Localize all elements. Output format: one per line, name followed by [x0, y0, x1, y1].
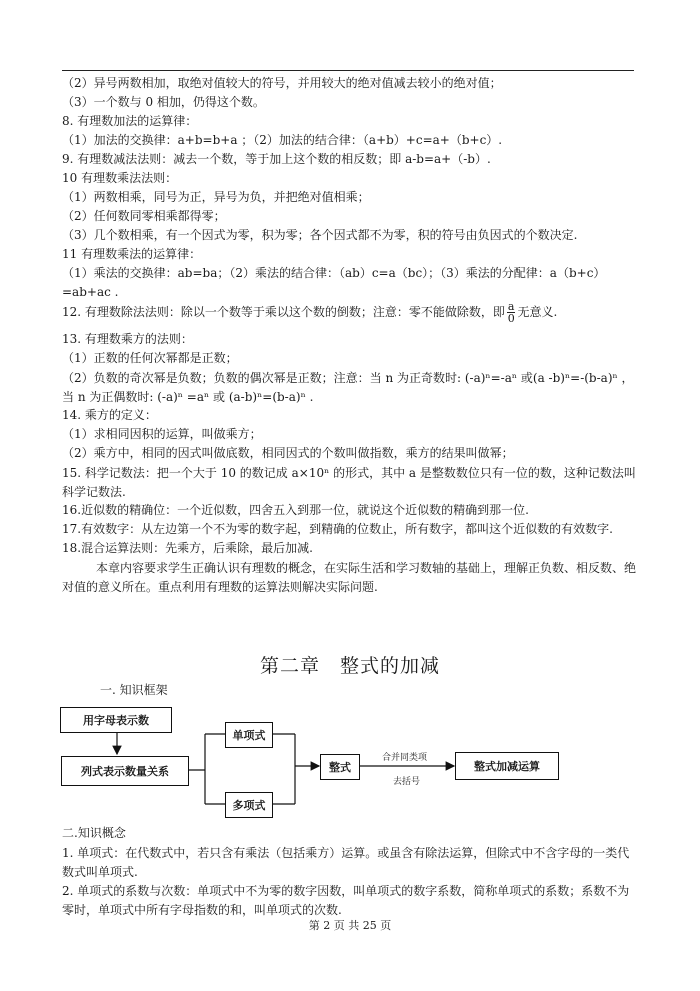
- fraction-a-over-0: [507, 301, 516, 324]
- box-monomial: 单项式: [225, 722, 273, 748]
- item-10-rule-3: （3）几个数相乘，有一个因式为零，积为零；各个因式都不为零，积的符号由负因式的个数决定.: [62, 228, 578, 242]
- fraction-numerator: a: [507, 300, 515, 313]
- item-14-def-2: （2）乘方中，相同的因式叫做底数，相同因式的个数叫做指数，乘方的结果叫做幂；: [62, 446, 514, 460]
- item-14-def-1: （1）求相同因积的运算，叫做乘方；: [62, 427, 262, 441]
- item-12-text: [62, 300, 557, 324]
- item-9-text: 9. 有理数减法法则：减去一个数，等于加上这个数的相反数；即 a-b=a+（-b）.: [62, 152, 491, 166]
- rule-2-text: （2）异号两数相加，取绝对值较大的符号，并用较大的绝对值减去较小的绝对值；: [62, 76, 502, 90]
- section-concepts-heading: 二.知识概念: [62, 826, 126, 840]
- rule-3-text: （3）一个数与 0 相加，仍得这个数。: [62, 95, 265, 109]
- chapter-title: 第二章 整式的加减: [259, 655, 440, 677]
- box-integral-expression: 整式: [320, 754, 360, 780]
- item-16-text: 16.近似数的精确位：一个近似数，四舍五入到那一位，就说这个近似数的精确到那一位.: [62, 503, 529, 517]
- label-combine-like-terms: 合并同类项: [382, 753, 428, 763]
- item-15-text: 15. 科学记数法：把一个大于 10 的数记成 a×10ⁿ 的形式，其中 a 是整数数位只有一位的数，这种记数法叫科学记数法.: [62, 466, 636, 499]
- item-10-rule-2: （2）任何数同零相乘都得零；: [62, 209, 226, 223]
- item-10-rule-1: （1）两数相乘，同号为正，异号为负，并把绝对值相乘；: [62, 190, 370, 204]
- item-11-laws-cont: =ab+ac .: [62, 285, 119, 299]
- section-framework-heading: 一. 知识框架: [100, 683, 168, 697]
- item-13-heading: 13. 有理数乘方的法则：: [62, 332, 193, 346]
- item-13-rule-1: （1）正数的任何次幂都是正数；: [62, 351, 238, 365]
- item-11-heading: 11 有理数乘法的运算律：: [62, 247, 202, 261]
- fraction-denominator: 0: [507, 312, 515, 325]
- item-12-tail: 无意义.: [517, 305, 558, 319]
- item-10-heading: 10 有理数乘法法则：: [62, 171, 178, 185]
- item-14-heading: 14. 乘方的定义：: [62, 408, 157, 422]
- header-rule: [62, 70, 634, 71]
- chapter-summary: 本章内容要求学生正确认识有理数的概念，在实际生活和学习数轴的基础上，理解正负数、相反数、绝对值的意义所在。重点利用有理数的运算法则解决实际问题.: [62, 561, 637, 594]
- label-remove-brackets: 去括号: [393, 777, 421, 787]
- concept-monomial-def: 1. 单项式：在代数式中，若只含有乘法（包括乘方）运算。或虽含有除法运算，但除式中不含字母的一类代数式叫单项式.: [62, 846, 630, 879]
- page-footer: 第 2 页 共 25 页: [308, 919, 392, 932]
- item-8-laws: （1）加法的交换律：a+b=b+a ；（2）加法的结合律：（a+b）+c=a+（b+c）.: [62, 133, 503, 147]
- item-12-main: 12. 有理数除法法则：除以一个数等于乘以这个数的倒数；注意：零不能做除数，即: [62, 305, 505, 319]
- concept-coefficient-degree: 2. 单项式的系数与次数：单项式中不为零的数字因数，叫单项式的数字系数，简称单项式的系数；系数不为零时，单项式中所有字母指数的和，叫单项式的次数.: [62, 884, 630, 917]
- item-17-text: 17.有效数字：从左边第一个不为零的数字起，到精确的位数止，所有数字，都叫这个近似数的有效数字.: [62, 522, 613, 536]
- item-18-text: 18.混合运算法则：先乘方，后乘除，最后加减.: [62, 541, 313, 555]
- box-quantity-relations: 列式表示数量关系: [61, 756, 189, 786]
- box-polynomial: 多项式: [225, 792, 273, 818]
- box-letters-for-numbers: 用字母表示数: [60, 707, 172, 733]
- item-13-rule-2: （2）负数的奇次幂是负数；负数的偶次幂是正数；注意：当 n 为正奇数时: (-a)ⁿ=-aⁿ 或(a -b)ⁿ=-(b-a)ⁿ ，当 n 为正偶数时: (-a)ⁿ =aⁿ 或 (a-b)ⁿ=(b-a)ⁿ .: [62, 371, 634, 404]
- box-addition-subtraction: 整式加减运算: [455, 752, 559, 780]
- item-11-laws: （1）乘法的交换律：ab=ba；（2）乘法的结合律：（ab）c=a（bc）；（3）乘法的分配律：a（b+c）: [62, 266, 606, 280]
- item-8-heading: 8. 有理数加法的运算律：: [62, 114, 198, 128]
